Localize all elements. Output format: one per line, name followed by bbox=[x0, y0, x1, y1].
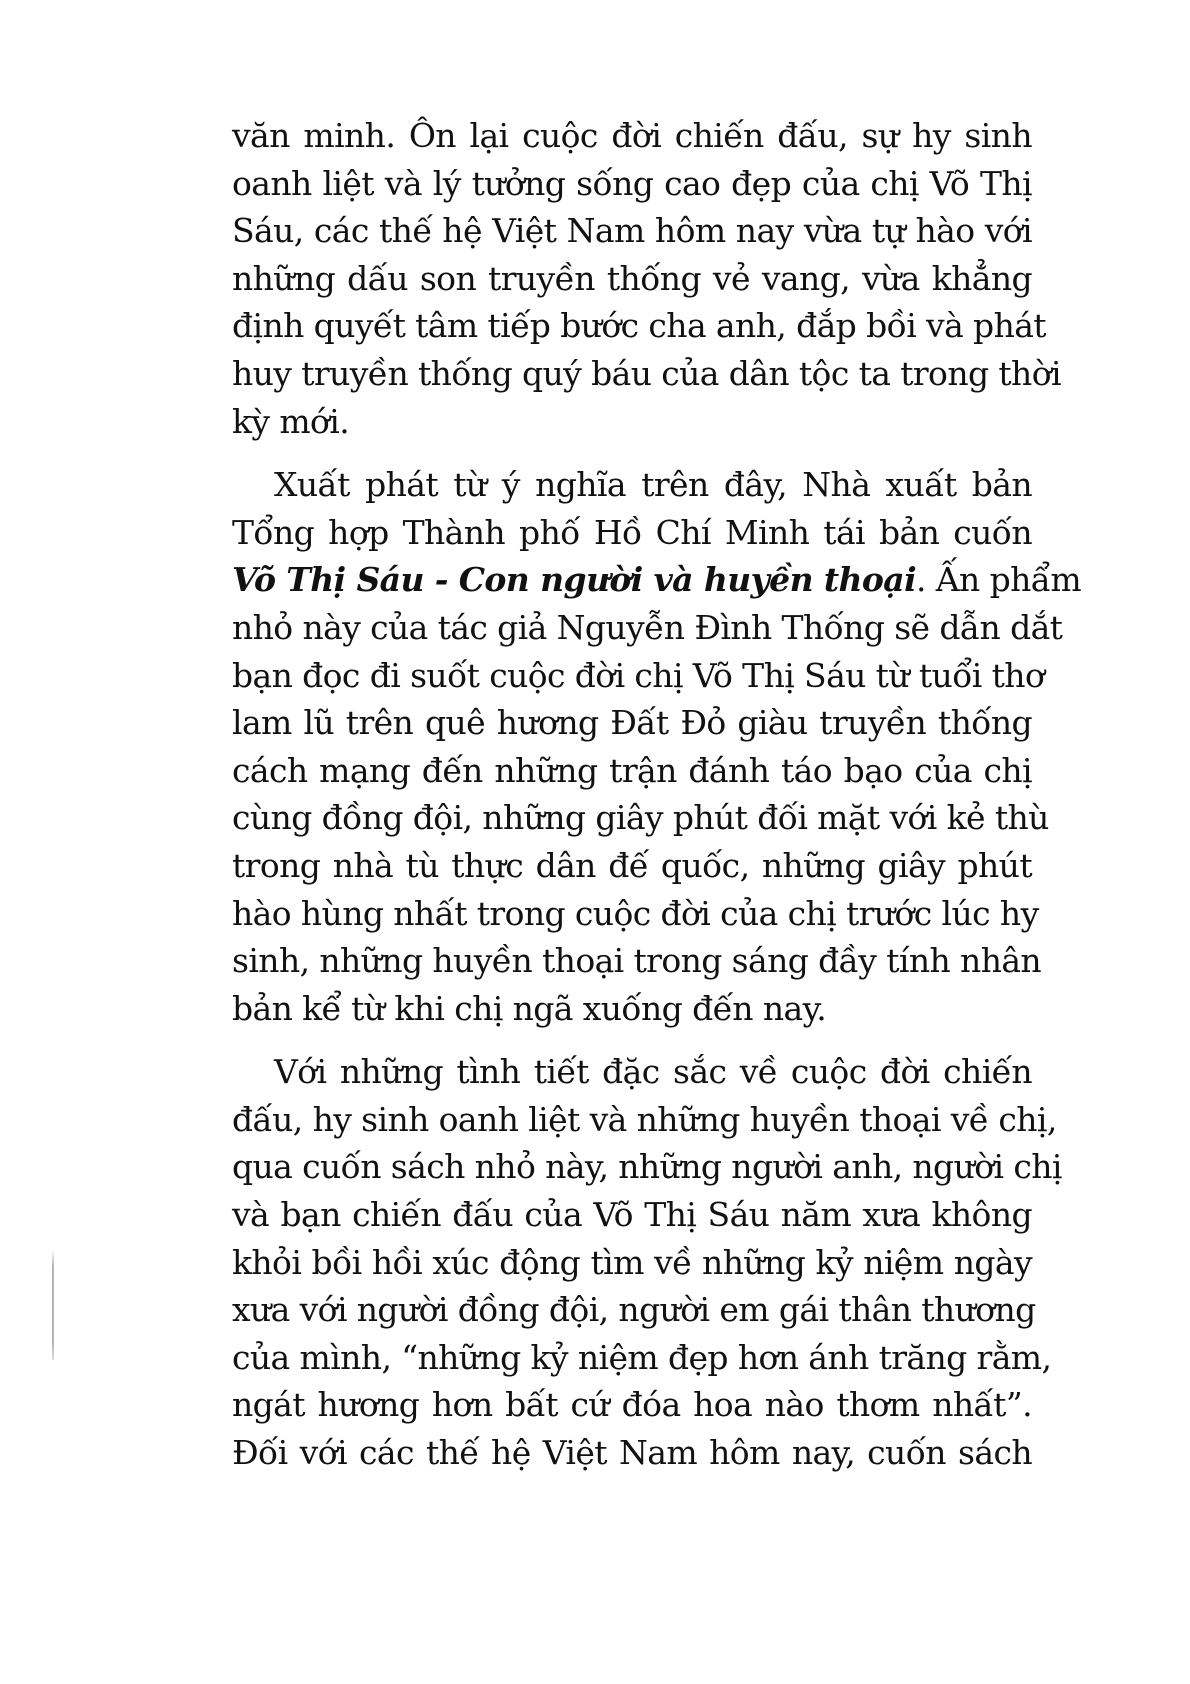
text-line: ngát hương hơn bất cứ đóa hoa nào thơm nhất”. bbox=[232, 1385, 1032, 1425]
text-line: những dấu son truyền thống vẻ vang, vừa khẳng bbox=[232, 258, 1032, 298]
text-line: bạn đọc đi suốt cuộc đời chị Võ Thị Sáu từ tuổi thơ bbox=[232, 655, 1045, 695]
text-line-with-title bbox=[232, 556, 1082, 604]
book-title: Võ Thị Sáu - Con người và huyền thoại bbox=[232, 560, 917, 600]
text-line: đấu, hy sinh oanh liệt và những huyền thoại về chị, bbox=[232, 1099, 1057, 1139]
text-line: sinh, những huyền thoại trong sáng đầy tính nhân bbox=[232, 941, 1042, 981]
text-line: và bạn chiến đấu của Võ Thị Sáu năm xưa không bbox=[232, 1195, 1032, 1235]
text-line: cùng đồng đội, những giây phút đối mặt với kẻ thù bbox=[232, 798, 1049, 838]
text-line: của mình, “những kỷ niệm đẹp hơn ánh trăng rằm, bbox=[232, 1337, 1052, 1377]
scan-margin-mark bbox=[52, 1250, 54, 1360]
paragraph-gap bbox=[232, 445, 1032, 461]
text-line: văn minh. Ôn lại cuộc đời chiến đấu, sự hy sinh bbox=[232, 116, 1032, 155]
text-line: xưa với người đồng đội, người em gái thân thương bbox=[232, 1290, 1036, 1330]
text-line: Tổng hợp Thành phố Hồ Chí Minh tái bản cuốn bbox=[232, 512, 1032, 552]
text-line: Với những tình tiết đặc sắc về cuộc đời chiến bbox=[274, 1052, 1032, 1092]
text-line: huy truyền thống quý báu của dân tộc ta trong thời bbox=[232, 353, 1061, 393]
paragraph-gap bbox=[232, 1032, 1032, 1048]
text-line: định quyết tâm tiếp bước cha anh, đắp bồi và phát bbox=[232, 306, 1046, 346]
text-line: nhỏ này của tác giả Nguyễn Đình Thống sẽ dẫn dắt bbox=[232, 607, 1063, 647]
paragraph-3 bbox=[232, 1048, 1062, 1476]
text-line: oanh liệt và lý tưởng sống cao đẹp của chị Võ Thị bbox=[232, 163, 1032, 203]
text-line: hào hùng nhất trong cuộc đời của chị trước lúc hy bbox=[232, 893, 1039, 933]
text-line: bản kể từ khi chị ngã xuống đến nay. bbox=[232, 988, 827, 1028]
text-line: Xuất phát từ ý nghĩa trên đây, Nhà xuất bản bbox=[274, 465, 1032, 505]
paragraph-1 bbox=[232, 112, 1061, 445]
book-page bbox=[232, 112, 1082, 1477]
text-line: qua cuốn sách nhỏ này, những người anh, người chị bbox=[232, 1147, 1062, 1187]
text-line: Sáu, các thế hệ Việt Nam hôm nay vừa tự hào với bbox=[232, 211, 1032, 251]
text-line: trong nhà tù thực dân đế quốc, những giây phút bbox=[232, 845, 1032, 885]
paragraph-2 bbox=[232, 461, 1082, 1032]
text-line: Đối với các thế hệ Việt Nam hôm nay, cuốn sách bbox=[232, 1433, 1032, 1473]
text-line: khỏi bồi hồi xúc động tìm về những kỷ niệm ngày bbox=[232, 1242, 1032, 1282]
text-line: cách mạng đến những trận đánh táo bạo của chị bbox=[232, 750, 1032, 790]
text-fragment: . Ấn phẩm bbox=[916, 560, 1082, 600]
text-line: lam lũ trên quê hương Đất Đỏ giàu truyền thống bbox=[232, 703, 1032, 743]
text-line: kỳ mới. bbox=[232, 401, 350, 441]
